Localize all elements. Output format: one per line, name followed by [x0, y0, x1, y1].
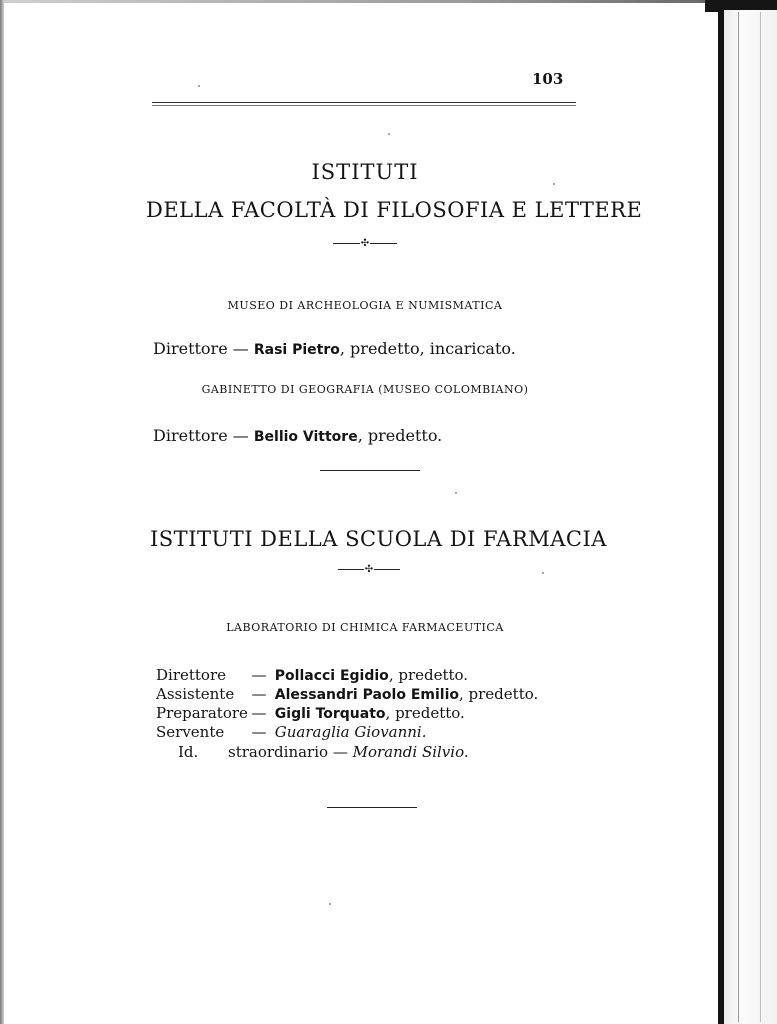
- role-label: straordinario: [228, 743, 329, 761]
- print-speck: [455, 492, 457, 494]
- dash: —: [251, 704, 267, 722]
- heading-facolta: DELLA FACOLTÀ DI FILOSOFIA E LETTERE: [146, 198, 643, 222]
- staff-row: [156, 666, 468, 684]
- staff-row: [156, 723, 427, 741]
- print-speck: [542, 572, 544, 574]
- role-label: Preparatore: [156, 704, 248, 722]
- heading-istituti: ISTITUTI: [311, 160, 419, 184]
- print-speck: [553, 183, 555, 185]
- role-label: Assistente: [156, 685, 235, 703]
- dash: —: [232, 339, 249, 358]
- entry-note: , predetto.: [459, 685, 539, 703]
- entry-note: , predetto.: [385, 704, 465, 722]
- dash: —: [251, 666, 267, 684]
- person-name: Morandi Silvio.: [352, 743, 469, 761]
- section-title-gabinetto: GABINETTO DI GEOGRAFIA (MUSEO COLOMBIANO): [201, 383, 529, 396]
- entry-note: , predetto.: [388, 666, 469, 684]
- person-name: Alessandri Paolo Emilio: [274, 687, 459, 703]
- museo-director-entry: [153, 339, 516, 358]
- staff-row: [156, 685, 538, 703]
- print-speck: [198, 85, 200, 87]
- page-left-edge: [0, 0, 4, 1024]
- header-rule: [152, 102, 576, 103]
- page-number: 103: [532, 70, 564, 88]
- dash: —: [251, 723, 267, 741]
- person-name: Guaraglia Giovanni.: [274, 723, 427, 741]
- header-rule: [152, 105, 576, 106]
- heading-farmacia: ISTITUTI DELLA SCUOLA DI FARMACIA: [150, 527, 607, 551]
- page-stack-line: [738, 12, 739, 1022]
- end-rule: [327, 807, 417, 808]
- role-label: Servente: [156, 723, 225, 741]
- person-name: Bellio Vittore: [253, 429, 358, 445]
- section-title-museo: MUSEO DI ARCHEOLOGIA E NUMISMATICA: [227, 299, 503, 312]
- staff-row: [156, 704, 465, 722]
- role-label: Direttore: [153, 339, 228, 358]
- dash: —: [251, 685, 267, 703]
- id-label: Id.: [178, 743, 199, 761]
- ornament-divider: ✣: [333, 239, 397, 249]
- person-name: Pollacci Egidio: [274, 668, 389, 684]
- person-name: Gigli Torquato: [274, 706, 386, 722]
- print-speck: [329, 903, 331, 905]
- section-rule: [320, 470, 420, 471]
- dash: —: [332, 743, 348, 761]
- section-title-laboratorio: LABORATORIO DI CHIMICA FARMACEUTICA: [226, 621, 504, 634]
- person-name: Rasi Pietro: [253, 342, 340, 358]
- staff-row-extra: [178, 743, 469, 761]
- gabinetto-director-entry: [153, 426, 442, 445]
- print-speck: [388, 133, 390, 135]
- entry-note: , predetto.: [357, 426, 443, 445]
- page-stack-line: [760, 12, 761, 1022]
- adjacent-page-edge: [724, 10, 777, 1024]
- role-label: Direttore: [156, 666, 227, 684]
- dash: —: [232, 426, 249, 445]
- role-label: Direttore: [153, 426, 228, 445]
- page-top-edge: [0, 0, 777, 3]
- entry-note: , predetto, incaricato.: [339, 339, 516, 358]
- ornament-divider: ✣: [338, 565, 400, 575]
